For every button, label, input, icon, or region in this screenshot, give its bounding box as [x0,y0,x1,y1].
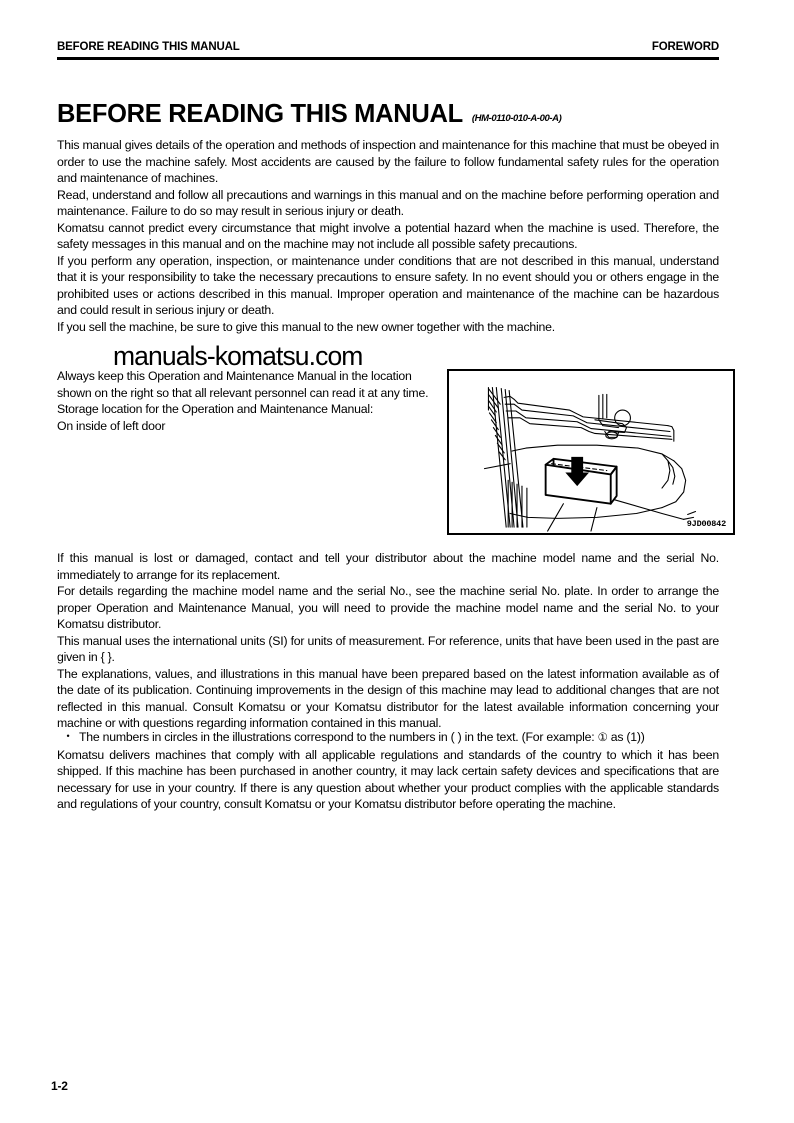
figure-reference-code: 9JD00842 [686,519,726,529]
storage-location-figure [447,369,735,535]
header-divider-rule [57,57,719,60]
paragraph: Komatsu delivers machines that comply with all applicable regulations and standards of the country to which it has been shipped. If this machine has been purchased in another country, it may lack certain safety devices and specifications that are necessary for use in your country. If there is any question about whether your product complies with the applicable standards and regulations of your country, consult Komatsu or your Komatsu distributor before operating the machine. [57,747,719,812]
paragraph: If you sell the machine, be sure to give this manual to the new owner together with the machine. [57,320,555,335]
paragraph: This manual gives details of the operation and methods of inspection and maintenance for this machine that must be obeyed in order to use the machine safely. Most accidents are caused by the failure to follow fundamental safety rules for the operation and maintenance of machines. [57,138,719,186]
intro-text-block [57,137,719,336]
bullet-text-after: as (1)) [607,730,645,744]
paragraph: This manual uses the international units (SI) for units of measurement. For reference, units that have been used in the past are given in { }. [57,633,719,665]
door-pocket-line-drawing [449,371,733,533]
lower-text-block [57,550,719,732]
paragraph: Storage location for the Operation and Maintenance Manual: [57,402,374,417]
paragraph: Always keep this Operation and Maintenance Manual in the location shown on the right so that all relevant personnel can read it at any time. [57,369,429,400]
paragraph: For details regarding the machine model name and the serial No., see the machine serial No. plate. In order to arrange the proper Operation and Maintenance Manual, you will need to provide the machine model name and the serial No. to your Komatsu distributor. [57,584,719,632]
header-chapter-title: FOREWORD [651,41,719,53]
page-title-row [57,100,719,128]
document-code: (HM-0110-010-A-00-A) [471,113,562,124]
bullet-point-icon: • [66,731,70,741]
circled-one-icon: ① [597,732,608,744]
paragraph: Read, understand and follow all precautions and warnings in this manual and on the machine before performing operation and maintenance. Failure to do so may result in serious injury or death. [57,187,719,219]
paragraph: If you perform any operation, inspection, or maintenance under conditions that are not described in this manual, understand that it is your responsibility to take the necessary precautions to ensure safety. In no event should you or others engage in the prohibited uses or actions described in this manual. Improper operation and maintenance of the machine can be hazardous and could result in serious injury or death. [57,253,719,318]
page-title: BEFORE READING THIS MANUAL [57,100,463,128]
storage-location-text-block [57,368,437,434]
paragraph: If this manual is lost or damaged, contact and tell your distributor about the machine model name and the serial No. immediately to arrange for its replacement. [57,551,719,582]
paragraph: Komatsu cannot predict every circumstance that might involve a potential hazard when the machine is used. Therefore, the safety messages in this manual and on the machine may not include all possible safety precautions. [57,220,719,252]
paragraph: On inside of left door [57,418,166,433]
header-section-title: BEFORE READING THIS MANUAL [57,41,240,53]
bullet-text-block [57,729,719,813]
watermark-text: manuals-komatsu.com [113,341,363,371]
bullet-text-before: The numbers in circles in the illustrations correspond to the numbers in ( ) in the text. (For example: [79,730,598,744]
bullet-item [57,729,719,747]
page-number: 1-2 [51,1079,68,1093]
paragraph: The explanations, values, and illustrations in this manual have been prepared based on the latest information available as of the date of its publication. Continuing improvements in the design of this machine may lead to additional changes that are not reflected in this manual. Consult Komatsu or your Komatsu distributor for the latest available information concerning your machine or with questions regarding information contained in this manual. [57,666,719,731]
